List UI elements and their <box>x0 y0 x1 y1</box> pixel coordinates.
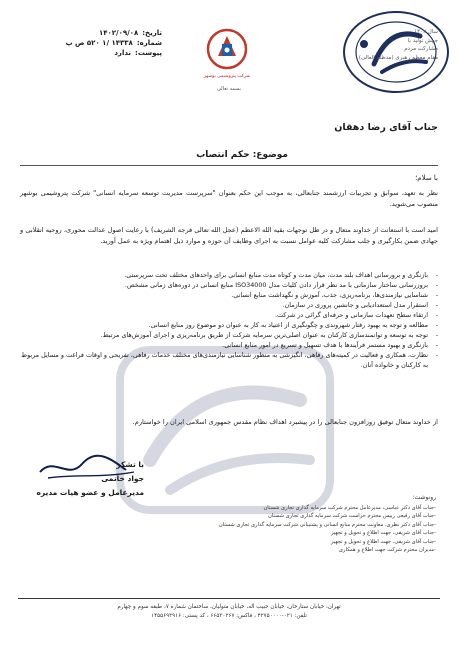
bismillah: بسمه تعالی <box>216 86 242 92</box>
list-item: -جناب آقای دکتر نظری، معاونت محترم منابع انسانی و پشتیبانی شرکت سرمایه گذاری تجاری شستان <box>218 521 436 528</box>
copies-title: رونوشت: <box>412 494 436 501</box>
signature-name: جواد خانمی <box>101 474 144 483</box>
closing-sentence: از خداوند متعال توفیق روزافزون جنابعالی را در پیشبرد اهداف نظام مقدس جمهوری اسلامی ایران را خواستارم. <box>132 418 438 426</box>
footer <box>18 603 440 621</box>
list-item: -مدیران محترم شرکت جهت اطلاع و همکاری <box>338 547 436 554</box>
footer-divider <box>18 598 440 599</box>
list-item: - بازنگری و بهبود مستمر فرآیندها با هدف تسهیل و تسریع در امور منابع انسانی. <box>20 340 438 350</box>
signature-block <box>34 458 144 528</box>
list-item: - ارتقاء سطح تعهدات سازمانی و حرفه‌ای گرائی در شرکت. <box>20 310 438 320</box>
signature-thanks: با تشکر <box>116 460 144 469</box>
header-right-line: مقام معظم رهبری (مدظله العالی) <box>358 54 438 61</box>
list-item: - استقرار مدل استعدادیابی و جانشین پروری در سازمان. <box>20 300 438 310</box>
recipient: جناب آقای رضا دهقان <box>334 122 438 133</box>
attachment-label: پیوست: <box>135 49 162 57</box>
logo-caption: شرکت پتروشیمی بوشهر <box>203 74 251 79</box>
signature-scribble <box>34 452 144 482</box>
paragraph-2: امید است با استعانت از خداوند متعال و در ظل توجهات بقیه الله الاعظم (عجل الله تعالی فرجه الشریف) با رعایت اصول عدالت محوری، روحیه انقلابی و جهادی ضمن بکارگیری و جلب مشارکت کلیه عوامل نسبت به اجرای وظایف آن حوزه و موارد ذیل اهتمام ویژه به عمل آورید. <box>20 226 438 245</box>
signature-title: مدیرعامل و عضو هیات مدیره <box>36 488 144 497</box>
list-item: - مطالعه و توجه به بهبود رفتار شهروندی و چگونگیری از اعتیاد به کار به عنوان دو موضوع روز منابع انسانی. <box>20 320 438 330</box>
company-logo <box>196 28 258 80</box>
list-item: - نظارت، همکاری و فعالیت در کمیته‌های رفاهی، انگیزشی به منظور شناسایی نیازمندی‌های مختلف خدمات رفاهی، تفریحی و اوقات فراغت و مسایل مربوط به کارکنان و خانواده آنان. <box>20 350 438 370</box>
letter-meta <box>22 28 162 58</box>
number-value: ۱۴۳۳۸ /۱ ۵۲۰ ص پ <box>65 39 133 47</box>
date-label: تاریخ: <box>142 29 162 37</box>
list-item: -جناب آقای شریفی، جهت اطلاع و تحویل و تجهیز <box>330 538 436 545</box>
date-value: ۱۴۰۲/۰۹/۰۸ <box>98 29 139 37</box>
duties-list <box>20 270 438 370</box>
copies-list <box>206 504 436 554</box>
header-right-line: مشارکت مردم <box>404 46 438 52</box>
list-item: - توجه به توسعه و توانمندسازی کارکنان به عنوان اصلی‌ترین سرمایه شرکت از طریق برنامه‌ریزی و اجرای آموزش‌های مرتبط. <box>20 330 438 340</box>
subject: موضوع: حکم انتصاب <box>196 150 288 160</box>
logo-icon <box>206 28 248 70</box>
footer-contact: تلفن: ۰۲۱-۴۲۷۵۰۰۰۰ ، فاکس: ۶۶۵۳۰۲۶۷ ، کد پستی: ۱۴۵۵۶۹۳۹۱۶ <box>151 613 307 619</box>
header-right-block <box>298 28 438 62</box>
divider <box>20 165 438 166</box>
list-item: - بازنگری و برورسانی اهداف بلند مدت، میان مدت و کوتاه مدت منابع انسانی برای واحدهای مختلف تحت سرپرستی. <box>20 270 438 280</box>
footer-address: تهران، خیابان ستارخان، خیابان حبیب اله، خیابان متولیان، ساختمان شماره ۷، طبقه سوم و چهارم <box>117 604 341 610</box>
paragraph-1: نظر به تعهد، سوابق و تجربیات ارزشمند جنابعالی، به موجب این حکم بعنوان "سرپرست مدیریت توسعه سرمایه انسانی" شرکت پتروشیمی بوشهر منصوب می‌شوید. <box>20 189 438 208</box>
list-item: - بروزرسانی ساختار سازمانی با مد نظر قرار دادن کلیات مدل ISO34000 منابع انسانی در دوره‌های زمانی مشخص. <box>20 280 438 290</box>
number-label: شماره: <box>136 39 162 47</box>
header-right-line: جهش تولید با <box>407 37 438 44</box>
list-item: -جناب آقای شریفی، جهت اطلاع و تحویل و تجهیز <box>330 530 436 537</box>
list-item: -جناب آقای دکتر عباسی، مدیرعامل محترم شرکت سرمایه گذاری تجاری شستان <box>263 505 436 511</box>
attachment-value: ندارد <box>114 49 132 57</box>
header-right-line: سال ۱۴۰۲ <box>414 29 438 35</box>
list-item: -جناب آقای رفیعی رییس محترم حراست شرکت سرمایه گذاری تجاری شستان <box>267 513 436 520</box>
list-item: - شناسایی نیازمندی‌ها، برنامه‌ریزی، جذب، آموزش و نگهداشت منابع انسانی. <box>20 290 438 300</box>
greeting: با سلام؛ <box>415 174 438 182</box>
